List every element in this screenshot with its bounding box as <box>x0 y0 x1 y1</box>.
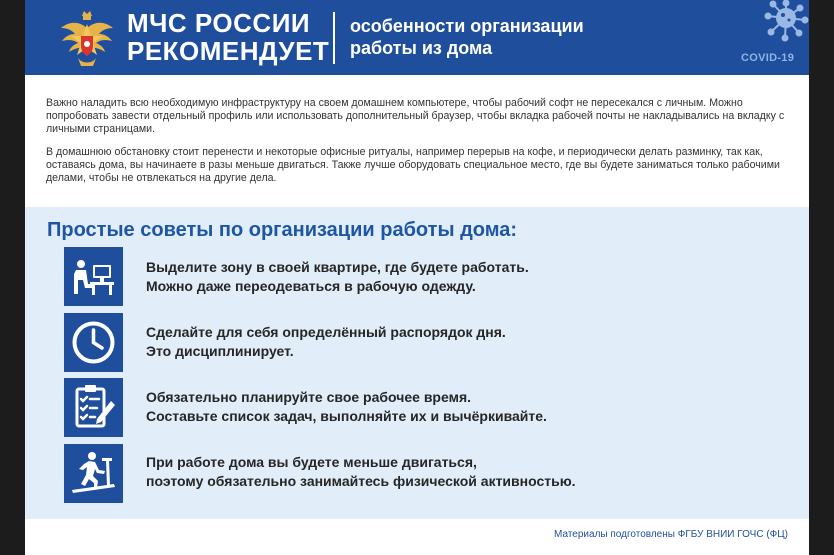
header-title-line1: МЧС РОССИИ <box>127 8 311 38</box>
tip-3-line-1: Обязательно планируйте свое рабочее время. <box>146 389 472 405</box>
tip-1-text <box>146 258 786 296</box>
tips-heading: Простые советы по организации работы дома: <box>47 219 518 241</box>
header-subtitle-line2: работы из дома <box>350 38 493 58</box>
footer <box>25 519 809 555</box>
checklist-icon <box>64 378 123 437</box>
clock-icon <box>64 313 123 372</box>
header-title-line2: РЕКОМЕНДУЕТ <box>127 36 330 66</box>
tip-2-line-2: Это дисциплинирует. <box>146 343 294 359</box>
header-banner <box>25 0 809 75</box>
footer-credit: Материалы подготовлены ФГБУ ВНИИ ГОЧС (ФЦ) <box>554 529 788 540</box>
tip-1-line-1: Выделите зону в своей квартире, где будете работать. <box>146 259 529 275</box>
header-title <box>127 9 329 65</box>
poster <box>25 0 809 555</box>
tip-3-line-2: Составьте список задач, выполняйте их и вычёркивайте. <box>146 408 547 424</box>
treadmill-icon <box>64 444 123 503</box>
header-divider <box>333 12 335 64</box>
workplace-icon <box>64 247 123 306</box>
tip-1-line-2: Можно даже переодеваться в рабочую одежду. <box>146 278 476 294</box>
tip-2-line-1: Сделайте для себя определённый распорядок дня. <box>146 324 506 340</box>
tip-4-line-2: поэтому обязательно занимайтесь физической активностью. <box>146 473 576 489</box>
tips-panel <box>25 207 809 519</box>
tip-4-text <box>146 453 786 491</box>
intro-paragraph-2: В домашнюю обстановку стоит перенести и некоторые офисные ритуалы, например перерыв на кофе, и периодически делать разминку, так как, оставаясь дома, вы начинаете в разы меньше двигаться. Также лучше оборудовать специальное место, где вы будете заниматься только рабочими делами, чтобы не отвлекаться на другие дела. <box>46 146 780 184</box>
tip-3-text <box>146 388 786 426</box>
tip-2-text <box>146 323 786 361</box>
tip-4-line-1: При работе дома вы будете меньше двигаться, <box>146 454 477 470</box>
intro-text <box>46 97 791 185</box>
covid-badge: COVID-19 <box>741 52 795 64</box>
mchs-emblem-icon <box>58 6 116 70</box>
header-subtitle <box>350 15 584 59</box>
intro-paragraph-1: Важно наладить всю необходимую инфраструктуру на своем домашнем компьютере, чтобы рабочий софт не пересекался с личным. Можно попробовать завести отдельный профиль или использовать дополнительный браузер, чтобы вкладка рабочей почты не накладывались на вкладку с личными страницами. <box>46 97 785 135</box>
coronavirus-icon <box>760 0 809 44</box>
header-subtitle-line1: особенности организации <box>350 16 584 36</box>
